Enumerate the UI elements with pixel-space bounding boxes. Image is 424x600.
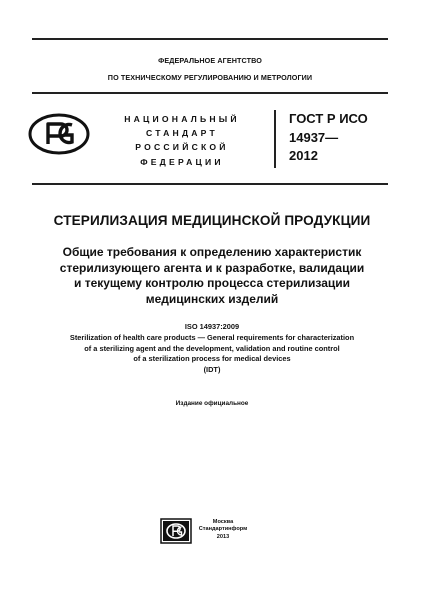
national-line: СТАНДАРТ xyxy=(146,128,218,139)
english-title xyxy=(20,333,404,375)
english-title-line: (IDT) xyxy=(203,364,221,374)
vertical-divider xyxy=(274,110,276,168)
header-rule xyxy=(32,92,388,94)
publisher-block xyxy=(196,519,250,541)
publisher-line: Стандартинформ xyxy=(198,526,248,533)
agency-line-1: ФЕДЕРАЛЬНОЕ АГЕНТСТВО xyxy=(158,56,262,65)
publisher-line: Москва xyxy=(212,519,234,525)
designation-line: 14937— xyxy=(289,129,339,145)
publisher-line: 2013 xyxy=(216,533,230,540)
top-rule xyxy=(32,38,388,40)
national-line: НАЦИОНАЛЬНЫЙ xyxy=(124,114,240,124)
document-subtitle xyxy=(20,245,404,307)
designation-line: ГОСТ Р ИСО xyxy=(289,111,368,126)
agency-line-2: ПО ТЕХНИЧЕСКОМУ РЕГУЛИРОВАНИЮ И МЕТРОЛОГИИ xyxy=(107,73,313,82)
standard-designation xyxy=(289,110,368,166)
national-line: РОССИЙСКОЙ xyxy=(135,142,229,153)
national-line: ФЕДЕРАЦИИ xyxy=(140,156,224,167)
title-rule xyxy=(32,183,388,185)
designation-line: 2012 xyxy=(289,148,318,163)
english-title-line: of a sterilization process for medical devices xyxy=(133,354,291,364)
gost-r-logo-icon xyxy=(28,113,90,155)
document-title: СТЕРИЛИЗАЦИЯ МЕДИЦИНСКОЙ ПРОДУКЦИИ xyxy=(53,213,371,228)
national-standard-block xyxy=(112,112,252,169)
subtitle-line: стерилизующего агента и к разработке, валидации xyxy=(59,260,365,275)
standartinform-logo-icon xyxy=(160,518,192,544)
english-title-line: Sterilization of health care products — General requirements for characterization xyxy=(69,333,355,342)
iso-reference: ISO 14937:2009 xyxy=(184,322,240,331)
subtitle-line: Общие требования к определению характеристик xyxy=(62,245,362,259)
edition-label: Издание официальное xyxy=(175,400,249,407)
subtitle-line: медицинских изделий xyxy=(145,291,279,306)
english-title-line: of a sterilizing agent and the development, validation and routine control xyxy=(84,343,340,353)
subtitle-line: и текущему контролю процесса стерилизации xyxy=(73,276,351,291)
